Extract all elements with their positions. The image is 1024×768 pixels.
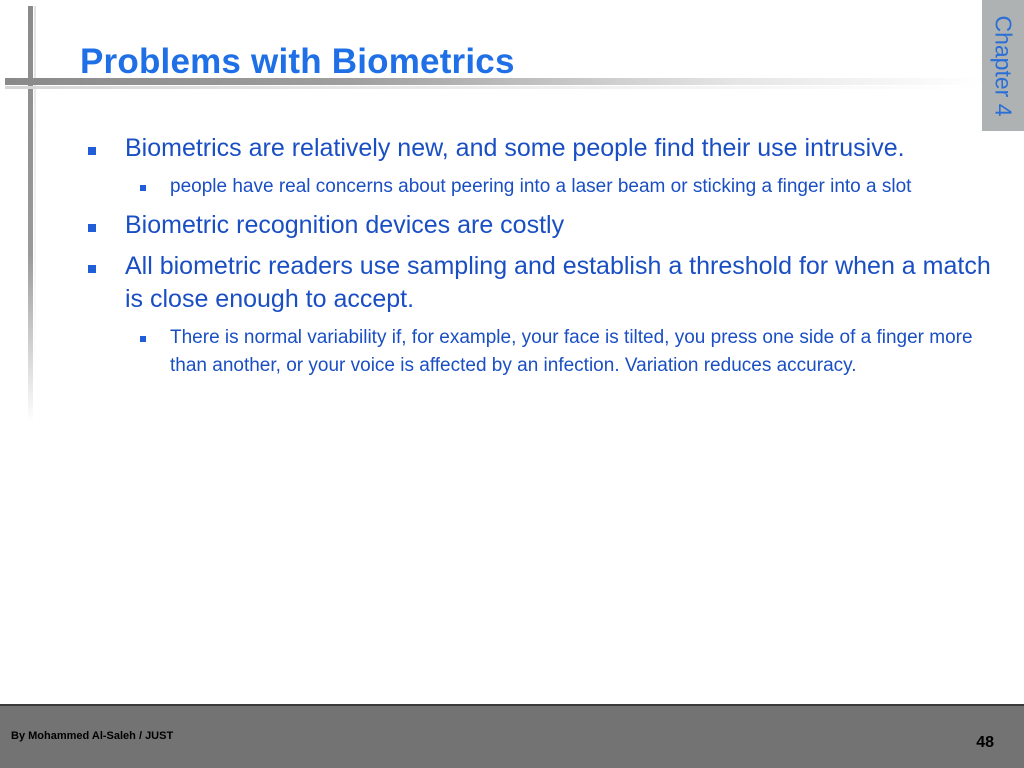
square-bullet-icon <box>88 265 96 273</box>
bullet-text: All biometric readers use sampling and establish a threshold for when a match is close enough to accept. <box>125 252 991 313</box>
page-number: 48 <box>976 734 994 751</box>
bullet-item <box>86 132 996 165</box>
bullet-list <box>86 132 996 388</box>
frame-vertical-line <box>28 6 33 422</box>
chapter-label: Chapter 4 <box>990 15 1017 117</box>
square-bullet-icon <box>140 336 146 342</box>
bullet-text: Biometric recognition devices are costly <box>125 211 565 239</box>
frame-horizontal-shadow-line <box>5 86 985 89</box>
sub-bullet-item <box>86 173 996 201</box>
bullet-item <box>86 209 996 242</box>
footer-author: By Mohammed Al-Saleh / JUST <box>11 730 174 742</box>
sub-bullet-text: people have real concerns about peering into a laser beam or sticking a finger into a slot <box>170 176 912 197</box>
bullet-text: Biometrics are relatively new, and some people find their use intrusive. <box>125 134 905 162</box>
square-bullet-icon <box>88 147 96 155</box>
square-bullet-icon <box>88 224 96 232</box>
bullet-item <box>86 250 996 316</box>
sub-bullet-text: There is normal variability if, for example, your face is tilted, you press one side of a finger more than another, or your voice is affected by an infection. Variation reduces accuracy. <box>170 327 973 376</box>
frame-vertical-shadow-line <box>34 6 36 386</box>
square-bullet-icon <box>140 185 146 191</box>
slide-title: Problems with Biometrics <box>80 42 515 81</box>
sub-bullet-item <box>86 324 996 380</box>
